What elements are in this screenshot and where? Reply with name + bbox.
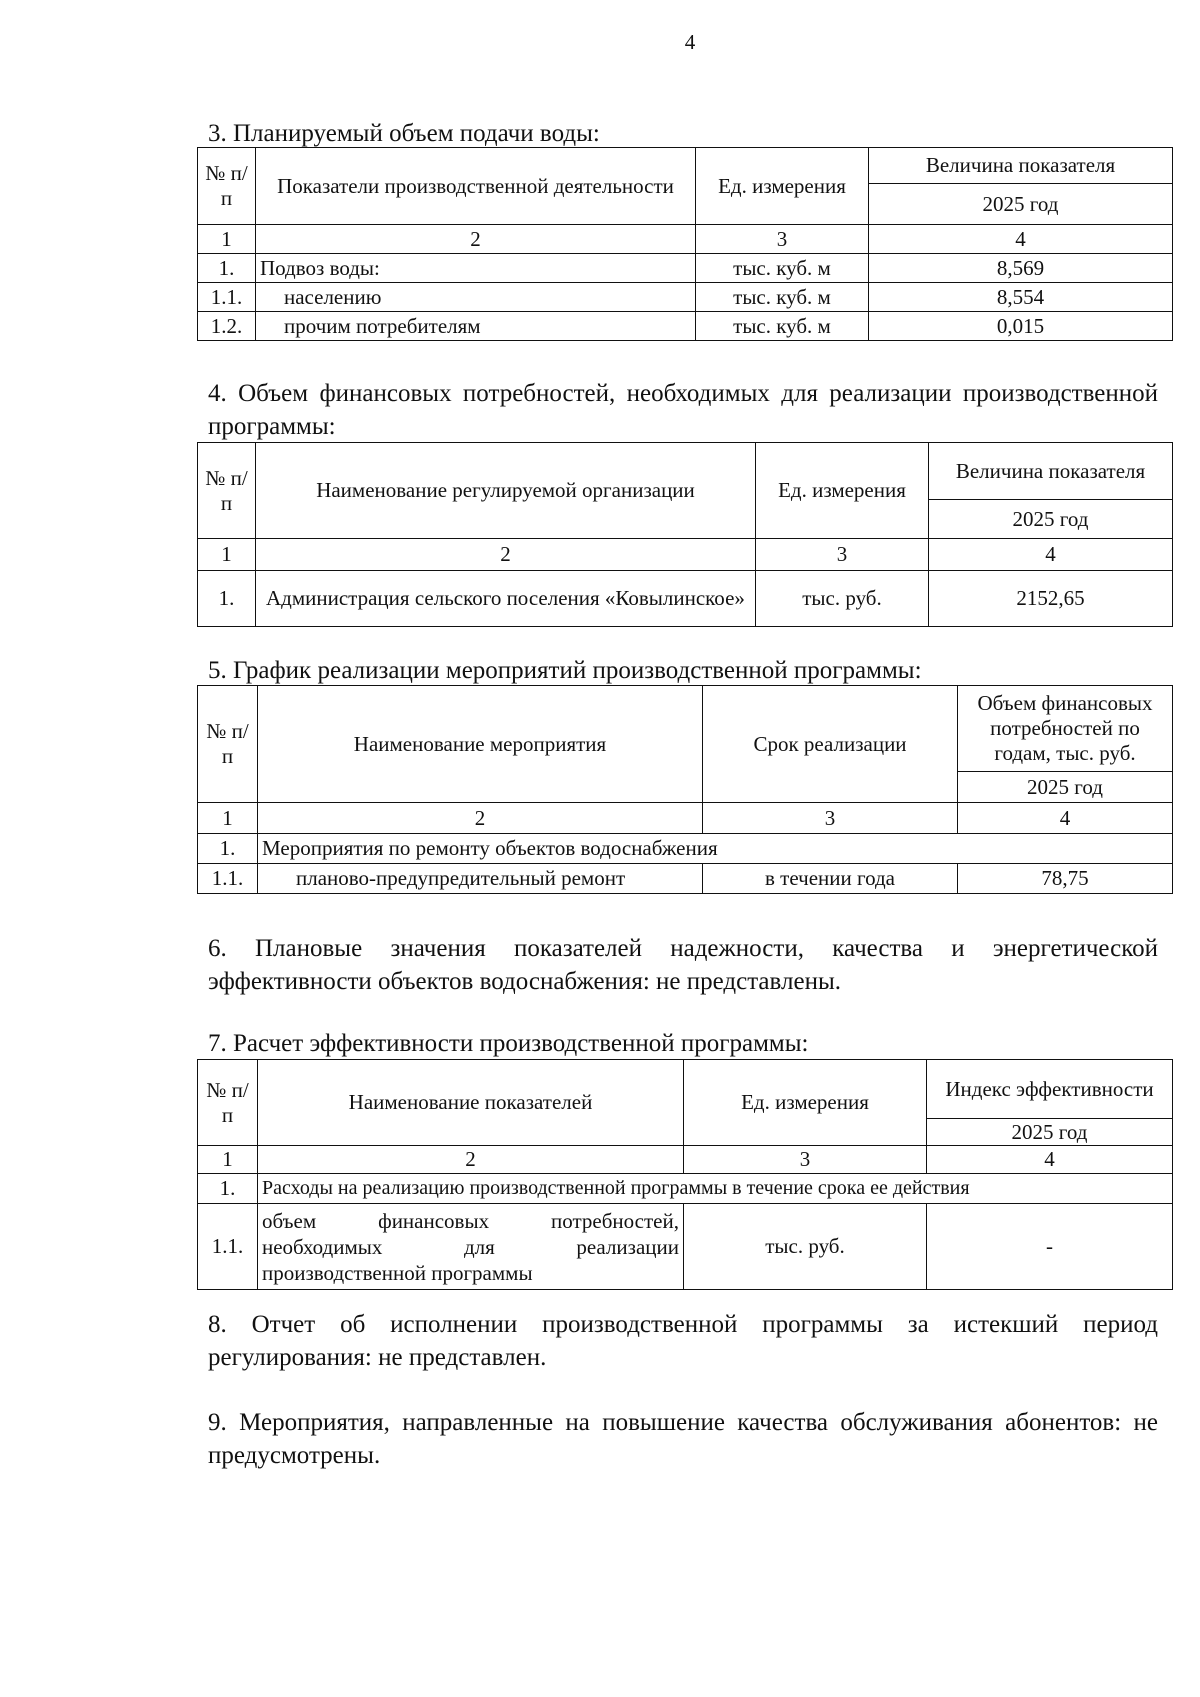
row-unit: тыс. куб. м: [696, 312, 869, 341]
col-header-num: № п/п: [198, 148, 256, 225]
col-header-event: Наименование мероприятия: [258, 686, 703, 803]
col-header-year: 2025 год: [927, 1119, 1173, 1146]
row-num: 1.: [198, 254, 256, 283]
row-name: [258, 1204, 684, 1290]
row-num: 1.: [198, 1174, 258, 1204]
row-name: населению: [256, 283, 696, 312]
page-number: 4: [684, 30, 696, 54]
row-num: 1.1.: [198, 283, 256, 312]
row-value: 2152,65: [929, 571, 1173, 627]
col-number: 4: [869, 225, 1173, 254]
col-number: 4: [927, 1146, 1173, 1174]
col-header-term: Срок реализации: [703, 686, 958, 803]
row-unit: тыс. руб.: [684, 1204, 927, 1290]
row-name: Расходы на реализацию производственной программы в течение срока ее действия: [258, 1174, 1173, 1204]
row-term: в течении года: [703, 864, 958, 894]
col-number: 4: [929, 539, 1173, 571]
col-number: 3: [684, 1146, 927, 1174]
financial-needs-table: [197, 442, 1173, 627]
row-name: прочим потребителям: [256, 312, 696, 341]
col-number: 2: [258, 1146, 684, 1174]
row-num: 1.1.: [198, 1204, 258, 1290]
col-header-unit: Ед. измерения: [696, 148, 869, 225]
col-number: 3: [756, 539, 929, 571]
section-4-title: 4. Объем финансовых потребностей, необходимых для реализации производственной программы:: [208, 380, 1158, 440]
col-header-num: № п/п: [198, 686, 258, 803]
col-header-year: 2025 год: [869, 184, 1173, 225]
row-num: 1.: [198, 834, 258, 864]
row-value: 0,015: [869, 312, 1173, 341]
col-number: 1: [198, 225, 256, 254]
section-9-text: 9. Мероприятия, направленные на повышение качества обслуживания абонентов: не предусмотрены.: [208, 1409, 1158, 1469]
col-header-name: Наименование показателей: [258, 1060, 684, 1146]
col-header-value: Объем финансовых потребностей по годам, тыс. руб.: [958, 686, 1173, 772]
section-6-text: 6. Плановые значения показателей надежности, качества и энергетической эффективности объектов водоснабжения: не представлены.: [208, 935, 1158, 995]
row-value: 8,569: [869, 254, 1173, 283]
col-header-unit: Ед. измерения: [756, 443, 929, 539]
schedule-table: [197, 685, 1173, 894]
section-5-title: 5. График реализации мероприятий производственной программы:: [208, 657, 922, 684]
col-number: 4: [958, 803, 1173, 834]
row-unit: тыс. куб. м: [696, 254, 869, 283]
row-name: Администрация сельского поселения «Ковылинское»: [256, 571, 756, 627]
col-header-org: Наименование регулируемой организации: [256, 443, 756, 539]
col-number: 3: [703, 803, 958, 834]
table-group-row: [198, 834, 1173, 864]
row-num: 1.1.: [198, 864, 258, 894]
col-number: 2: [258, 803, 703, 834]
row-value: -: [927, 1204, 1173, 1290]
col-number: 2: [256, 225, 696, 254]
table-row: [198, 283, 1173, 312]
table-row: [198, 312, 1173, 341]
row-value: 8,554: [869, 283, 1173, 312]
row-name-line: объем финансовых потребностей,: [262, 1208, 679, 1233]
col-number: 1: [198, 539, 256, 571]
row-num: 1.2.: [198, 312, 256, 341]
section-8-text: 8. Отчет об исполнении производственной программы за истекший период регулирования: не представлен.: [208, 1311, 1158, 1371]
row-unit: тыс. куб. м: [696, 283, 869, 312]
col-number: 2: [256, 539, 756, 571]
row-unit: тыс. руб.: [756, 571, 929, 627]
col-number: 1: [198, 803, 258, 834]
table-row: [198, 864, 1173, 894]
col-header-num: № п/п: [198, 443, 256, 539]
row-name-line: необходимых для реализации: [262, 1234, 679, 1259]
section-3-title: 3. Планируемый объем подачи воды:: [208, 120, 600, 147]
col-header-value: Индекс эффективности: [927, 1060, 1173, 1119]
row-name: Мероприятия по ремонту объектов водоснабжения: [258, 834, 1173, 864]
row-num: 1.: [198, 571, 256, 627]
row-name-line: производственной программы: [262, 1260, 533, 1285]
row-name: планово-предупредительный ремонт: [258, 864, 703, 894]
row-name: Подвоз воды:: [256, 254, 696, 283]
row-value: 78,75: [958, 864, 1173, 894]
col-header-value: Величина показателя: [929, 443, 1173, 500]
table-row: [198, 571, 1173, 627]
efficiency-table: [197, 1059, 1173, 1290]
table-group-row: [198, 1174, 1173, 1204]
col-number: 1: [198, 1146, 258, 1174]
col-header-value: Величина показателя: [869, 148, 1173, 184]
water-supply-table: [197, 147, 1173, 341]
col-header-unit: Ед. измерения: [684, 1060, 927, 1146]
col-header-year: 2025 год: [929, 500, 1173, 539]
col-header-num: № п/п: [198, 1060, 258, 1146]
table-row: [198, 254, 1173, 283]
section-7-title: 7. Расчет эффективности производственной программы:: [208, 1030, 809, 1057]
table-row: [198, 1204, 1173, 1290]
col-header-indicator: Показатели производственной деятельности: [256, 148, 696, 225]
col-number: 3: [696, 225, 869, 254]
col-header-year: 2025 год: [958, 772, 1173, 803]
